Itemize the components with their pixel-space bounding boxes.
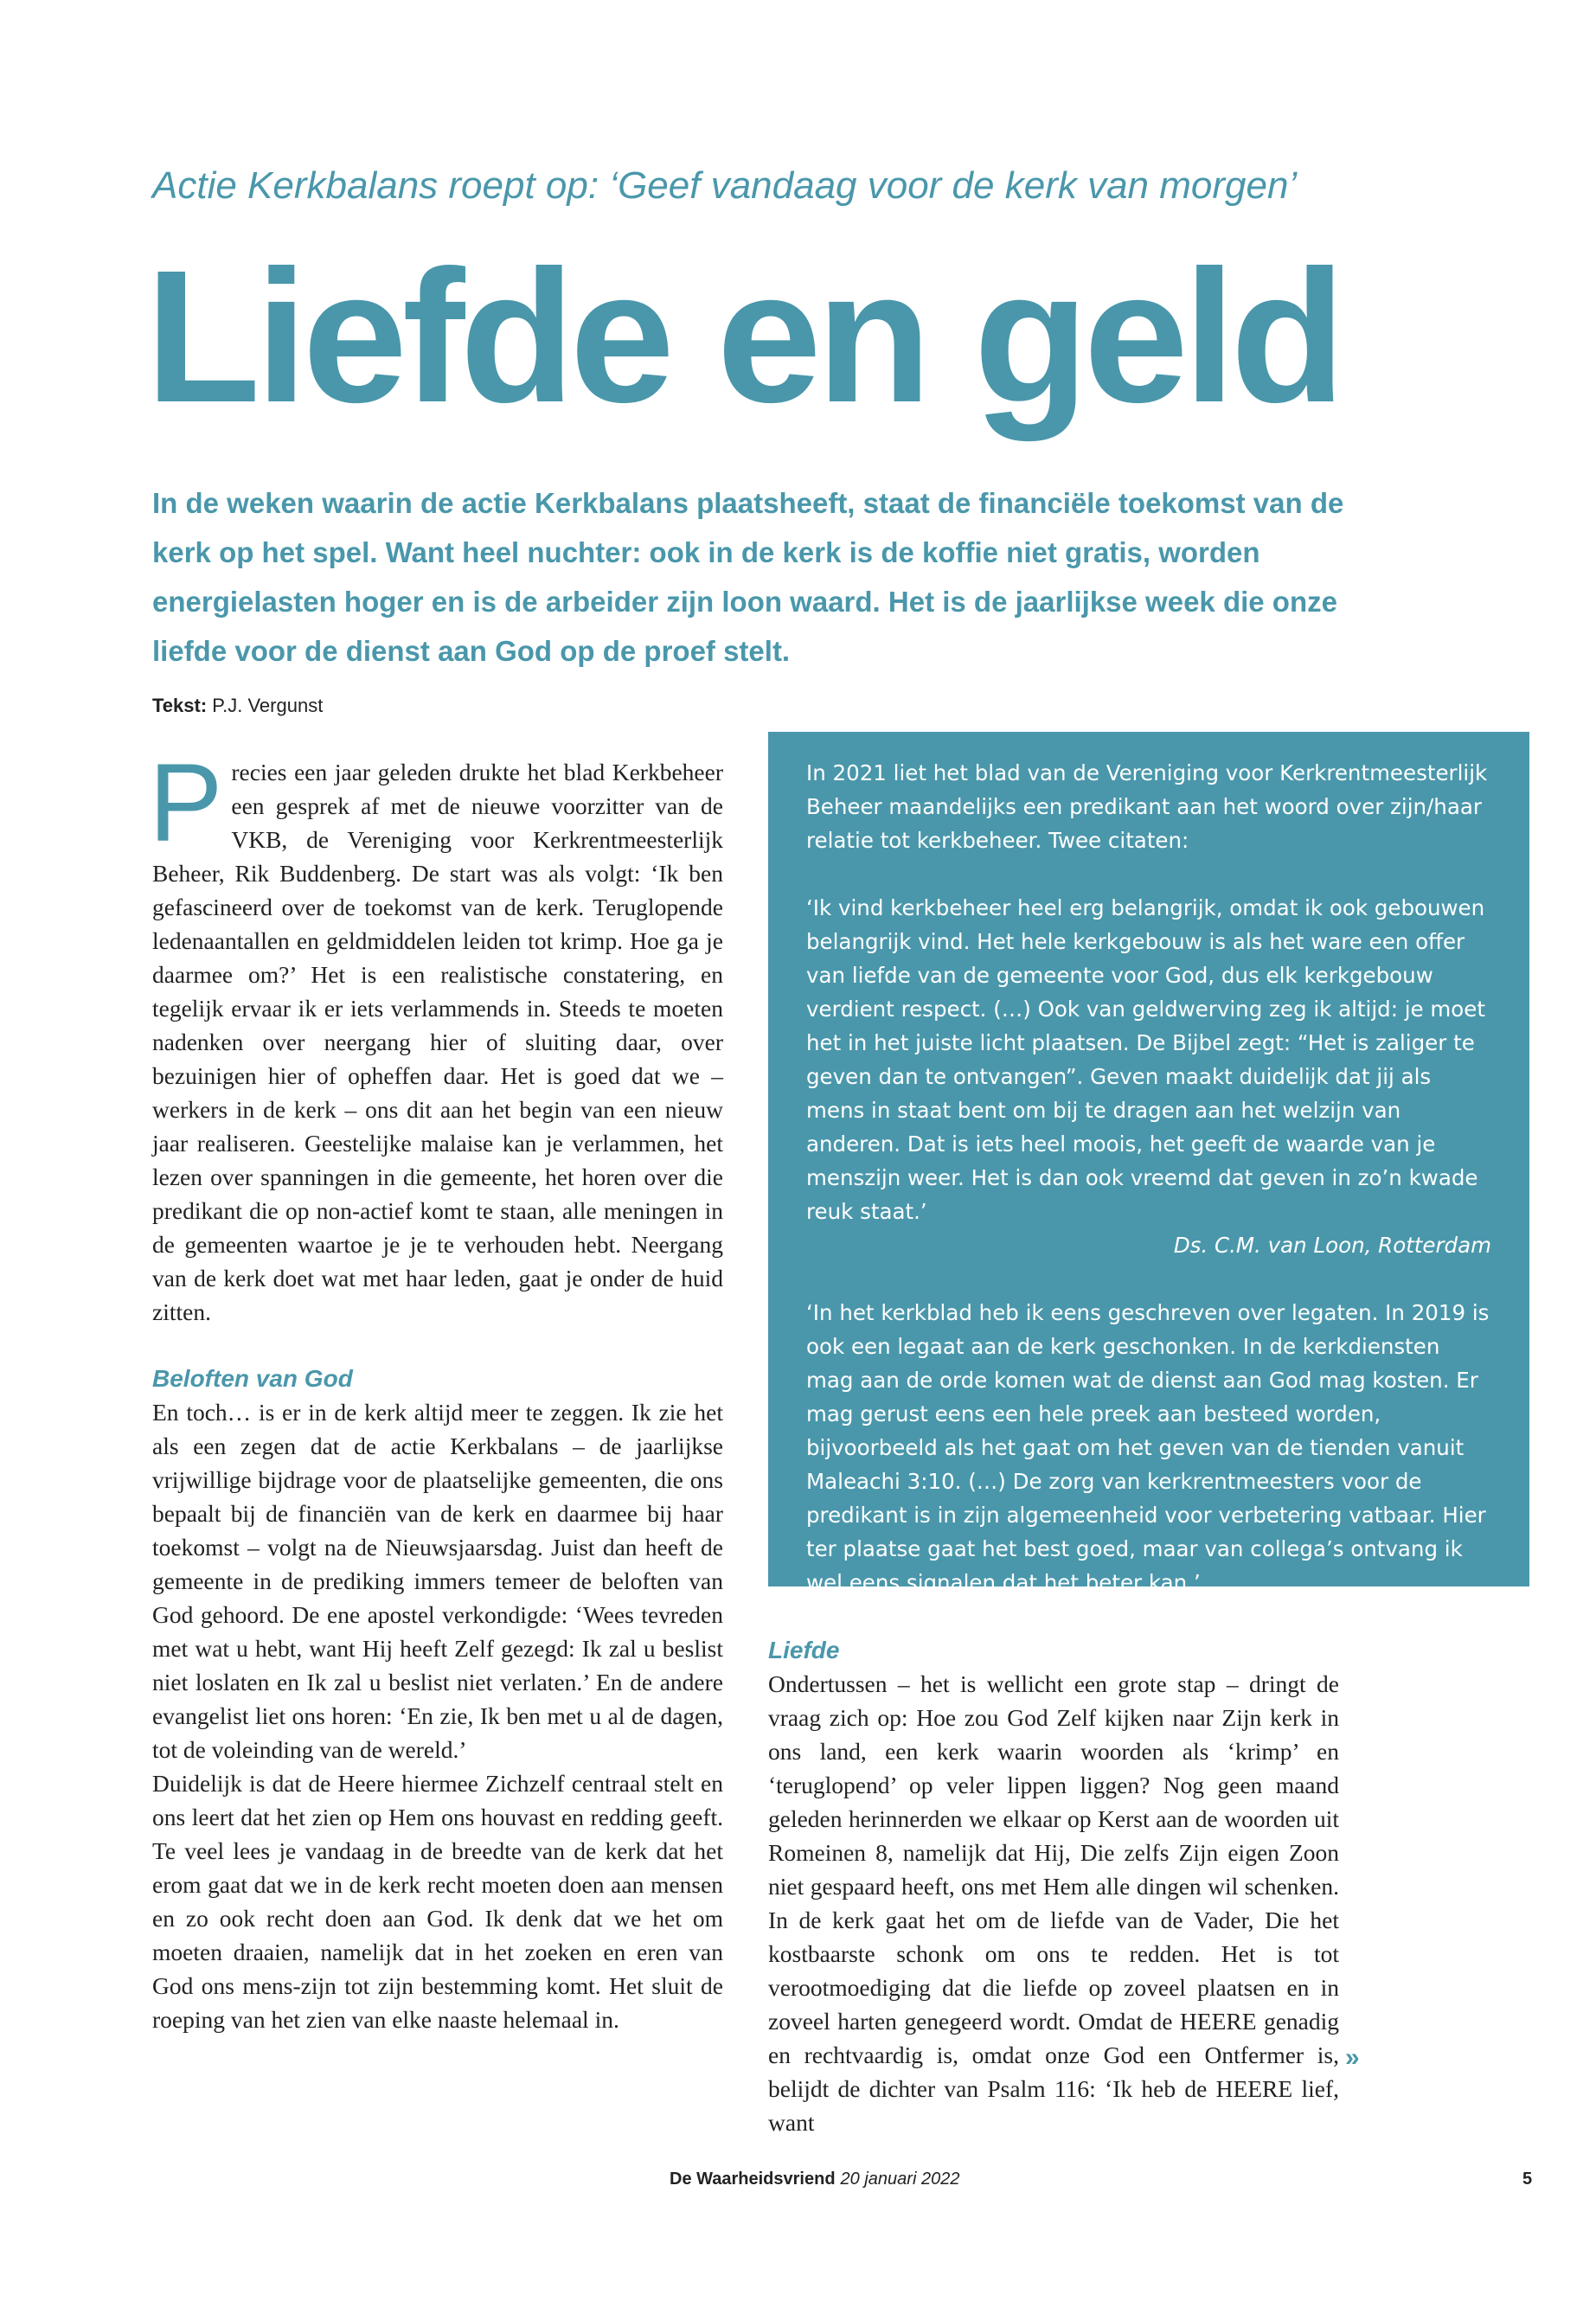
footer-publication (670, 2170, 959, 2189)
sidebar-quote: ‘Ik vind kerkbeheer heel erg belangrijk, omdat ik ook gebouwen belangrijk vind. Het hele kerkgebouw is als het ware een offer van liefde van de gemeente voor God, dus elk kerkgebouw verdient respect. (…) Ook van geldwerving zeg ik altijd: je moet het in het juiste licht plaatsen. De Bijbel zegt: “Het is zaliger te geven dan te ontvangen”. Geven maakt duidelijk dat jij als mens in staat bent om bij te dragen aan het welzijn van anderen. Dat is iets heel moois, het geeft de waarde van je menszijn weer. Het is dan ook vreemd dat geven in zo’n kwade reuk staat.’ (806, 895, 1485, 1224)
body-column-right (768, 1633, 1339, 2139)
footer-magazine-name: De Waarheidsvriend (670, 2170, 836, 2189)
article-kicker: Actie Kerkbalans roept op: ‘Geef vandaag voor de kerk van morgen’ (152, 164, 1298, 207)
body-paragraph (149, 741, 723, 1329)
byline-author: P.J. Vergunst (212, 695, 324, 716)
sidebar-quote: ‘In het kerkblad heb ik eens geschreven over legaten. In 2019 is ook een legaat aan de kerk geschonken. In de kerkdiensten mag aan de orde komen wat de dienst aan God mag kosten. Er mag gerust eens een hele preek aan besteed worden, bijvoorbeeld als het gaat om het geven van de tienden vanuit Maleachi 3:10. (…) De zorg van kerkrentmeesters voor de predikant is in zijn algemeenheid voor verbetering vatbaar. Hier ter plaatse gaat het best goed, maar van collega’s ontvang ik wel eens signalen dat het beter kan.’ (806, 1300, 1490, 1595)
byline (152, 695, 323, 717)
body-paragraph: Duidelijk is dat de Heere hiermee Zichzelf centraal stelt en ons leert dat het zien op Hem ons houvast en redding geeft. Te veel lees je vandaag in de breedte van de kerk dat het erom gaat dat we in de kerk recht moeten doen aan mensen en zo ook recht doen aan God. Ik denk dat we het om moeten draaien, namelijk dat in het zoeken en eren van God ons mens-zijn tot zijn bestemming komt. Het sluit de roeping van het zien van elke naaste helemaal in. (152, 1770, 723, 2033)
sidebar-quote-box (768, 732, 1529, 1629)
page-number: 5 (1522, 2170, 1533, 2189)
sidebar-quote-signature: Ds. J.W. Verboom, Groot-Ammers (1140, 1604, 1491, 1629)
article-intro: In de weken waarin de actie Kerkbalans plaatsheeft, staat de financiële toekomst van de kerk op het spel. Want heel nuchter: ook in de kerk is de koffie niet gratis, worden energielasten hoger en is de arbeider zijn loon waard. Het is de jaarlijkse week die onze liefde voor de dienst aan God op de proef stelt. (152, 487, 1344, 667)
subhead-beloften: Beloften van God (152, 1365, 353, 1392)
body-column-left (149, 741, 723, 2036)
sidebar-quote-signature: Ds. C.M. van Loon, Rotterdam (1173, 1233, 1491, 1258)
continue-arrow-icon: » (1345, 2043, 1360, 2072)
subhead-liefde: Liefde (768, 1637, 840, 1663)
byline-label: Tekst: (152, 695, 208, 716)
body-paragraph: Ondertussen – het is wellicht een grote stap – dringt de vraag zich op: Hoe zou God Zelf kijken naar Zijn kerk in ons land, een kerk waarin woorden als ‘krimp’ en ‘teruglopend’ op veler lippen liggen? Nog geen maand geleden herinnerden we elkaar op Kerst aan de woorden uit Romeinen 8, namelijk dat Hij, Die zelfs Zijn eigen Zoon niet gespaard heeft, ons met Hem alle dingen wil schenken. In de kerk gaat het om de liefde van de Vader, Die het kostbaarste schonk om ons te redden. Het is tot verootmoediging dat die liefde op zoveel plaatsen en in zoveel harten genegeerd wordt. Omdat de HEERE genadig en rechtvaardig is, omdat onze God een Ontfermer is, belijdt de dichter van Psalm 116: ‘Ik heb de HEERE lief, want (768, 1670, 1339, 2136)
drop-cap: P (149, 741, 223, 865)
body-paragraph-text: recies een jaar geleden drukte het blad Kerkbeheer een gesprek af met de nieuwe voorzitter van de VKB, de Vereniging voor Kerkrentmeesterlijk Beheer, Rik Buddenberg. De start was als volgt: ‘Ik ben gefascineerd over de toekomst van de kerk. Teruglopende ledenaantallen en geldmiddelen leiden tot krimp. Hoe ga je daarmee om?’ Het is een realistische constatering, en tegelijk ervaar ik er iets verlammends in. Steeds te moeten nadenken over neergang hier of sluiting daar, over bezuinigen hier of opheffen daar. Het is goed dat we – werkers in de kerk – ons dit aan het begin van een nieuw jaar realiseren. Geestelijke malaise kan je verlammen, het lezen over spanningen in die gemeente, het horen over die predikant die op non-actief komt te staan, alle meningen in de gemeenten waartoe je je te verhouden hebt. Neergang van de kerk doet wat met haar leden, gaat je onder de huid zitten. (152, 759, 723, 1325)
footer-date: 20 januari 2022 (840, 2170, 960, 2189)
article-headline: Liefde en geld (145, 232, 1341, 442)
body-paragraph: En toch… is er in de kerk altijd meer te zeggen. Ik zie het als een zegen dat de actie Kerkbalans – de jaarlijkse vrijwillige bijdrage voor de plaatselijke gemeenten, die ons bepaalt bij de financiën van de kerk en daarmee bij haar toekomst – volgt na de Nieuwsjaarsdag. Juist dan heeft de gemeente in de prediking immers temeer de beloften van God gehoord. De ene apostel verkondigde: ‘Wees tevreden met wat u hebt, want Hij heeft Zelf gezegd: Ik zal u beslist niet loslaten en Ik zal u beslist niet verlaten.’ En de andere evangelist liet ons horen: ‘En zie, Ik ben met u al de dagen, tot de voleinding van de wereld.’ (152, 1399, 723, 1763)
sidebar-intro: In 2021 liet het blad van de Vereniging voor Kerkrentmeesterlijk Beheer maandelijks een predikant aan het woord over zijn/haar relatie tot kerkbeheer. Twee citaten: (806, 760, 1488, 853)
